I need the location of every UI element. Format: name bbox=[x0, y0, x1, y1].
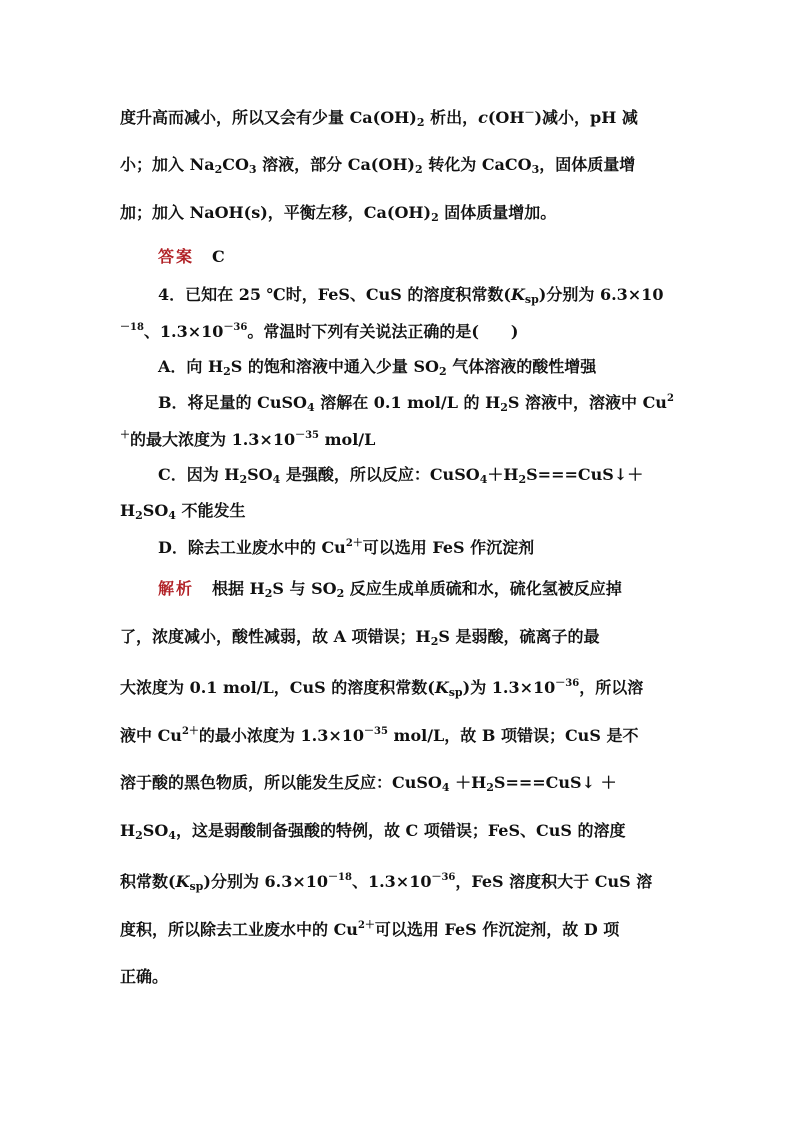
prev-explanation-line-2: 小；加入 $Na_2CO_3$ 溶液，部分 $Ca(OH)_2$ 转化为 CaCO$_3$，固体质量增 bbox=[120, 155, 636, 176]
option-d: D．除去工业废水中的 $Cu^{2+}$可以选用 FeS 作沉淀剂 bbox=[158, 538, 535, 557]
option-c-line-2: $H_2SO_4$ 不能发生 bbox=[120, 501, 246, 522]
option-c-line-1: C．因为 $H_2SO_4$ 是强酸，所以反应：$CuSO_4+H_2S===CuS↓+$ bbox=[158, 465, 644, 486]
analysis-line-6: $H_2SO_4$，这是弱酸制备强酸的特例，故 C 项错误；FeS、CuS 的溶度 bbox=[120, 821, 626, 842]
analysis-line-3: 大浓度为 0.1 mol/L，CuS 的溶度积常数$(K_{sp})$为 $1.3\times 10^{-36}$，所以溶 bbox=[120, 678, 644, 699]
analysis-line-5: 溶于酸的黑色物质，所以能发生反应：CuSO$_4$ $+H_2S===CuS↓$ ＋ bbox=[120, 773, 617, 794]
answer-value: C bbox=[212, 247, 225, 266]
analysis-line-7: 积常数$(K_{sp})$分别为 $6.3\times 10^{-18}$、$1.3\times 10^{-36}$，FeS 溶度积大于 CuS 溶 bbox=[120, 872, 653, 893]
question-stem-line-1: 4．已知在 25 ℃时，FeS、CuS 的溶度积常数$(K_{sp})$分别为 6.3×10 bbox=[158, 285, 664, 306]
analysis-line-2: 了，浓度减小，酸性减弱，故 A 项错误；$H_2S$ 是弱酸，硫离子的最 bbox=[120, 627, 600, 648]
option-b-line-1: B．将足量的 CuSO$_4$ 溶解在 0.1 mol/L 的 $H_2S$ 溶液中，溶液中 Cu$^2$ bbox=[158, 393, 674, 414]
prev-explanation-line-1: 度升高而减小，所以又会有少量 $Ca(OH)_2$ 析出，c(OH－)减小，pH 减 bbox=[120, 108, 638, 129]
answer-line bbox=[158, 244, 225, 267]
analysis-line-4: 液中 $Cu^{2+}$的最小浓度为 $1.3\times 10^{-35}$ mol/L，故 B 项错误；CuS 是不 bbox=[120, 726, 639, 745]
analysis-line-8: 度积，所以除去工业废水中的 $Cu^{2+}$可以选用 FeS 作沉淀剂，故 D 项 bbox=[120, 920, 620, 939]
option-b-line-2: ＋的最大浓度为 $1.3\times 10^{-35}$ mol/L bbox=[120, 430, 376, 449]
analysis-label: 解析 bbox=[158, 579, 195, 598]
answer-label: 答案 bbox=[158, 247, 195, 266]
analysis-line-9: 正确。 bbox=[120, 967, 169, 986]
option-a: A．向 $H_2S$ 的饱和溶液中通入少量 $SO_2$ 气体溶液的酸性增强 bbox=[158, 357, 597, 378]
prev-explanation-line-3: 加；加入 NaOH(s)，平衡左移，$Ca(OH)_2$ 固体质量增加。 bbox=[120, 203, 557, 224]
question-stem-line-2: $^{-18}$、$1.3\times 10^{-36}$。常温时下列有关说法正确的是( ) bbox=[120, 322, 519, 341]
analysis-line-1: 解析 根据 $H_2S$ 与 $SO_2$ 反应生成单质硫和水，硫化氢被反应掉 bbox=[158, 579, 622, 600]
